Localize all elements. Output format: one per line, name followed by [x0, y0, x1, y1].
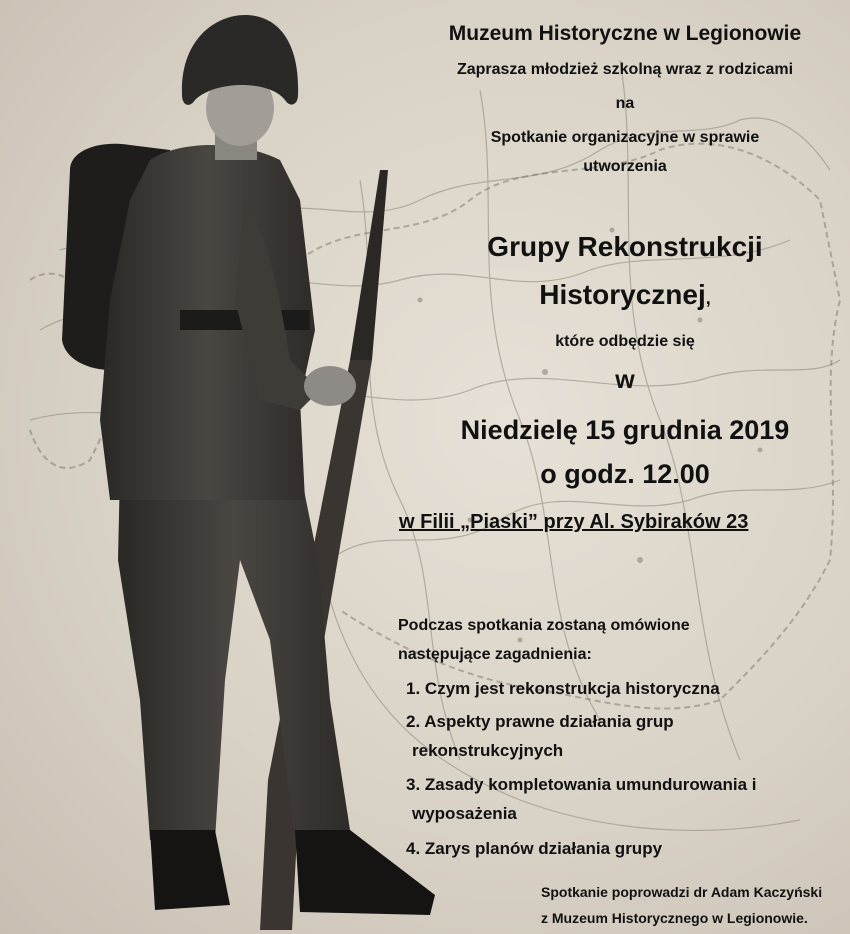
agenda-intro-1: Podczas spotkania zostaną omówione — [398, 617, 690, 634]
which-line: które odbędzie się — [555, 333, 695, 350]
left-boot — [150, 830, 230, 910]
na-line: na — [615, 95, 635, 112]
agenda-intro-2: następujące zagadnienia: — [398, 646, 592, 663]
agenda-item-number: 2. — [406, 712, 421, 731]
agenda-item-text: Zasady kompletowania umundurowania i — [424, 775, 757, 794]
agenda-item-continuation: wyposażenia — [412, 804, 517, 823]
agenda-item-number: 3. — [406, 775, 421, 794]
w-line: w — [615, 366, 635, 394]
headline-word: Historycznej — [539, 279, 706, 310]
agenda-item-text: Aspekty prawne działania grup — [424, 712, 674, 731]
headline-comma: , — [705, 288, 711, 308]
agenda-item-continuation: rekonstrukcyjnych — [412, 741, 564, 760]
agenda-item — [406, 839, 662, 859]
event-place: w Filii „Piaski” przy Al. Sybiraków 23 — [399, 511, 749, 533]
agenda-item-number: 4. — [406, 839, 421, 858]
agenda-item-text: Czym jest rekonstrukcja historyczna — [424, 679, 720, 698]
event-date: Niedzielę 15 grudnia 2019 — [460, 415, 790, 445]
agenda-item-number: 1. — [406, 679, 421, 698]
event-time: o godz. 12.00 — [540, 459, 710, 489]
meeting-line-2: utworzenia — [583, 158, 667, 175]
trousers — [118, 470, 350, 840]
agenda-item — [406, 712, 674, 732]
hand — [304, 366, 356, 406]
agenda-item-text: Zarys planów działania grupy — [424, 839, 663, 858]
meeting-line-1: Spotkanie organizacyjne w sprawie — [490, 129, 760, 146]
museum-name: Muzeum Historyczne w Legionowie — [448, 22, 802, 45]
agenda-item — [406, 775, 756, 795]
headline-line-2 — [402, 279, 848, 311]
headline-line-1: Grupy Rekonstrukcji — [487, 231, 763, 262]
presenter-line-2: z Muzeum Historycznego w Legionowie. — [541, 910, 808, 926]
presenter-line-1: Spotkanie poprowadzi dr Adam Kaczyński — [541, 884, 823, 900]
rifle — [350, 170, 388, 360]
invite-line: Zaprasza młodzież szkolną wraz z rodzicami — [456, 61, 794, 78]
agenda-item — [406, 679, 720, 699]
